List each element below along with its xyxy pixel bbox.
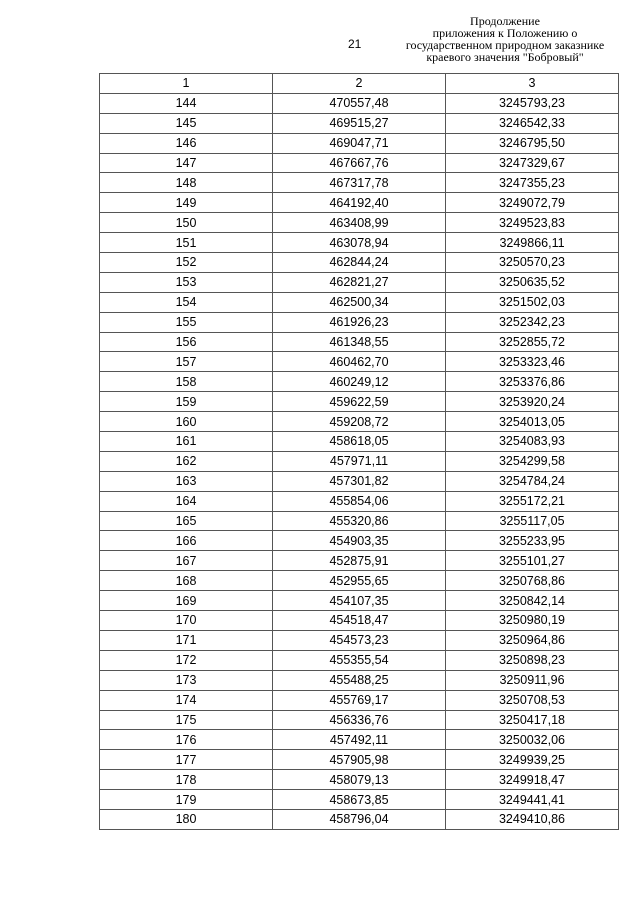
table-row — [100, 710, 619, 730]
point-number-cell: 179 — [100, 790, 273, 810]
x-coordinate-cell: 452875,91 — [273, 551, 446, 571]
table-row — [100, 173, 619, 193]
x-coordinate-cell: 462844,24 — [273, 253, 446, 273]
point-number-cell: 149 — [100, 193, 273, 213]
point-number-cell: 175 — [100, 710, 273, 730]
table-row — [100, 372, 619, 392]
point-number-cell: 169 — [100, 591, 273, 611]
y-coordinate-cell: 3250911,96 — [446, 670, 619, 690]
x-coordinate-cell: 469047,71 — [273, 133, 446, 153]
y-coordinate-cell: 3249441,41 — [446, 790, 619, 810]
x-coordinate-cell: 461348,55 — [273, 332, 446, 352]
page-number: 21 — [348, 37, 362, 51]
x-coordinate-cell: 455320,86 — [273, 511, 446, 531]
point-number-cell: 154 — [100, 292, 273, 312]
x-coordinate-cell: 454903,35 — [273, 531, 446, 551]
point-number-cell: 172 — [100, 650, 273, 670]
point-number-cell: 163 — [100, 471, 273, 491]
y-coordinate-cell: 3245793,23 — [446, 93, 619, 113]
x-coordinate-cell: 457971,11 — [273, 451, 446, 471]
x-coordinate-cell: 455854,06 — [273, 491, 446, 511]
header-note-line: Продолжение — [470, 14, 540, 28]
y-coordinate-cell: 3250635,52 — [446, 272, 619, 292]
y-coordinate-cell: 3255117,05 — [446, 511, 619, 531]
table-row — [100, 770, 619, 790]
point-number-cell: 168 — [100, 571, 273, 591]
table-row — [100, 730, 619, 750]
point-number-cell: 155 — [100, 312, 273, 332]
table-row — [100, 253, 619, 273]
x-coordinate-cell: 455355,54 — [273, 650, 446, 670]
table-row — [100, 611, 619, 631]
y-coordinate-cell: 3249866,11 — [446, 233, 619, 253]
y-coordinate-cell: 3246542,33 — [446, 113, 619, 133]
y-coordinate-cell: 3250898,23 — [446, 650, 619, 670]
x-coordinate-cell: 467667,76 — [273, 153, 446, 173]
table-row — [100, 352, 619, 372]
table-row — [100, 471, 619, 491]
point-number-cell: 147 — [100, 153, 273, 173]
y-coordinate-cell: 3254083,93 — [446, 432, 619, 452]
header-note — [385, 15, 625, 63]
column-header: 3 — [446, 74, 619, 94]
point-number-cell: 180 — [100, 809, 273, 829]
table-row — [100, 292, 619, 312]
header-note-line: приложения к Положению о — [432, 26, 578, 40]
y-coordinate-cell: 3249918,47 — [446, 770, 619, 790]
table-row — [100, 432, 619, 452]
table-row — [100, 332, 619, 352]
point-number-cell: 165 — [100, 511, 273, 531]
x-coordinate-cell: 455769,17 — [273, 690, 446, 710]
x-coordinate-cell: 457301,82 — [273, 471, 446, 491]
x-coordinate-cell: 458079,13 — [273, 770, 446, 790]
coordinates-table — [99, 73, 619, 830]
point-number-cell: 171 — [100, 630, 273, 650]
point-number-cell: 151 — [100, 233, 273, 253]
x-coordinate-cell: 458673,85 — [273, 790, 446, 810]
x-coordinate-cell: 467317,78 — [273, 173, 446, 193]
y-coordinate-cell: 3254784,24 — [446, 471, 619, 491]
x-coordinate-cell: 461926,23 — [273, 312, 446, 332]
point-number-cell: 176 — [100, 730, 273, 750]
point-number-cell: 153 — [100, 272, 273, 292]
table-row — [100, 790, 619, 810]
header-note-line: краевого значения "Бобровый" — [426, 50, 584, 64]
table-row — [100, 670, 619, 690]
y-coordinate-cell: 3254299,58 — [446, 451, 619, 471]
y-coordinate-cell: 3254013,05 — [446, 412, 619, 432]
x-coordinate-cell: 455488,25 — [273, 670, 446, 690]
table-row — [100, 491, 619, 511]
table-row — [100, 233, 619, 253]
y-coordinate-cell: 3250964,86 — [446, 630, 619, 650]
x-coordinate-cell: 463078,94 — [273, 233, 446, 253]
y-coordinate-cell: 3253323,46 — [446, 352, 619, 372]
x-coordinate-cell: 462500,34 — [273, 292, 446, 312]
y-coordinate-cell: 3246795,50 — [446, 133, 619, 153]
x-coordinate-cell: 458796,04 — [273, 809, 446, 829]
x-coordinate-cell: 462821,27 — [273, 272, 446, 292]
point-number-cell: 167 — [100, 551, 273, 571]
x-coordinate-cell: 460462,70 — [273, 352, 446, 372]
x-coordinate-cell: 458618,05 — [273, 432, 446, 452]
y-coordinate-cell: 3250570,23 — [446, 253, 619, 273]
y-coordinate-cell: 3250032,06 — [446, 730, 619, 750]
y-coordinate-cell: 3247329,67 — [446, 153, 619, 173]
point-number-cell: 150 — [100, 213, 273, 233]
table-row — [100, 392, 619, 412]
table-row — [100, 750, 619, 770]
table-row — [100, 511, 619, 531]
table-row — [100, 153, 619, 173]
x-coordinate-cell: 460249,12 — [273, 372, 446, 392]
point-number-cell: 157 — [100, 352, 273, 372]
x-coordinate-cell: 459622,59 — [273, 392, 446, 412]
table-header-row — [100, 74, 619, 94]
x-coordinate-cell: 457492,11 — [273, 730, 446, 750]
table-row — [100, 630, 619, 650]
y-coordinate-cell: 3250980,19 — [446, 611, 619, 631]
y-coordinate-cell: 3247355,23 — [446, 173, 619, 193]
y-coordinate-cell: 3250417,18 — [446, 710, 619, 730]
point-number-cell: 166 — [100, 531, 273, 551]
y-coordinate-cell: 3250708,53 — [446, 690, 619, 710]
x-coordinate-cell: 463408,99 — [273, 213, 446, 233]
table-row — [100, 451, 619, 471]
point-number-cell: 148 — [100, 173, 273, 193]
table-row — [100, 213, 619, 233]
x-coordinate-cell: 457905,98 — [273, 750, 446, 770]
y-coordinate-cell: 3252855,72 — [446, 332, 619, 352]
table-row — [100, 133, 619, 153]
point-number-cell: 144 — [100, 93, 273, 113]
table-row — [100, 650, 619, 670]
table-row — [100, 113, 619, 133]
table-row — [100, 809, 619, 829]
point-number-cell: 145 — [100, 113, 273, 133]
x-coordinate-cell: 470557,48 — [273, 93, 446, 113]
table-row — [100, 591, 619, 611]
y-coordinate-cell: 3249939,25 — [446, 750, 619, 770]
x-coordinate-cell: 454107,35 — [273, 591, 446, 611]
y-coordinate-cell: 3250768,86 — [446, 571, 619, 591]
table-body — [100, 93, 619, 829]
y-coordinate-cell: 3249072,79 — [446, 193, 619, 213]
y-coordinate-cell: 3255172,21 — [446, 491, 619, 511]
table-row — [100, 272, 619, 292]
y-coordinate-cell: 3251502,03 — [446, 292, 619, 312]
y-coordinate-cell: 3255101,27 — [446, 551, 619, 571]
x-coordinate-cell: 464192,40 — [273, 193, 446, 213]
y-coordinate-cell: 3250842,14 — [446, 591, 619, 611]
x-coordinate-cell: 454518,47 — [273, 611, 446, 631]
point-number-cell: 156 — [100, 332, 273, 352]
point-number-cell: 146 — [100, 133, 273, 153]
table-row — [100, 312, 619, 332]
point-number-cell: 162 — [100, 451, 273, 471]
point-number-cell: 164 — [100, 491, 273, 511]
x-coordinate-cell: 459208,72 — [273, 412, 446, 432]
point-number-cell: 159 — [100, 392, 273, 412]
x-coordinate-cell: 452955,65 — [273, 571, 446, 591]
x-coordinate-cell: 469515,27 — [273, 113, 446, 133]
point-number-cell: 178 — [100, 770, 273, 790]
point-number-cell: 173 — [100, 670, 273, 690]
y-coordinate-cell: 3253376,86 — [446, 372, 619, 392]
table-row — [100, 690, 619, 710]
point-number-cell: 158 — [100, 372, 273, 392]
column-header: 1 — [100, 74, 273, 94]
point-number-cell: 152 — [100, 253, 273, 273]
y-coordinate-cell: 3249523,83 — [446, 213, 619, 233]
table-row — [100, 193, 619, 213]
y-coordinate-cell: 3252342,23 — [446, 312, 619, 332]
x-coordinate-cell: 454573,23 — [273, 630, 446, 650]
y-coordinate-cell: 3255233,95 — [446, 531, 619, 551]
y-coordinate-cell: 3249410,86 — [446, 809, 619, 829]
table-row — [100, 531, 619, 551]
table-row — [100, 571, 619, 591]
x-coordinate-cell: 456336,76 — [273, 710, 446, 730]
header-note-line: государственном природном заказнике — [405, 38, 605, 52]
table-row — [100, 551, 619, 571]
table-row — [100, 412, 619, 432]
point-number-cell: 177 — [100, 750, 273, 770]
point-number-cell: 174 — [100, 690, 273, 710]
point-number-cell: 170 — [100, 611, 273, 631]
table-row — [100, 93, 619, 113]
point-number-cell: 160 — [100, 412, 273, 432]
y-coordinate-cell: 3253920,24 — [446, 392, 619, 412]
point-number-cell: 161 — [100, 432, 273, 452]
column-header: 2 — [273, 74, 446, 94]
